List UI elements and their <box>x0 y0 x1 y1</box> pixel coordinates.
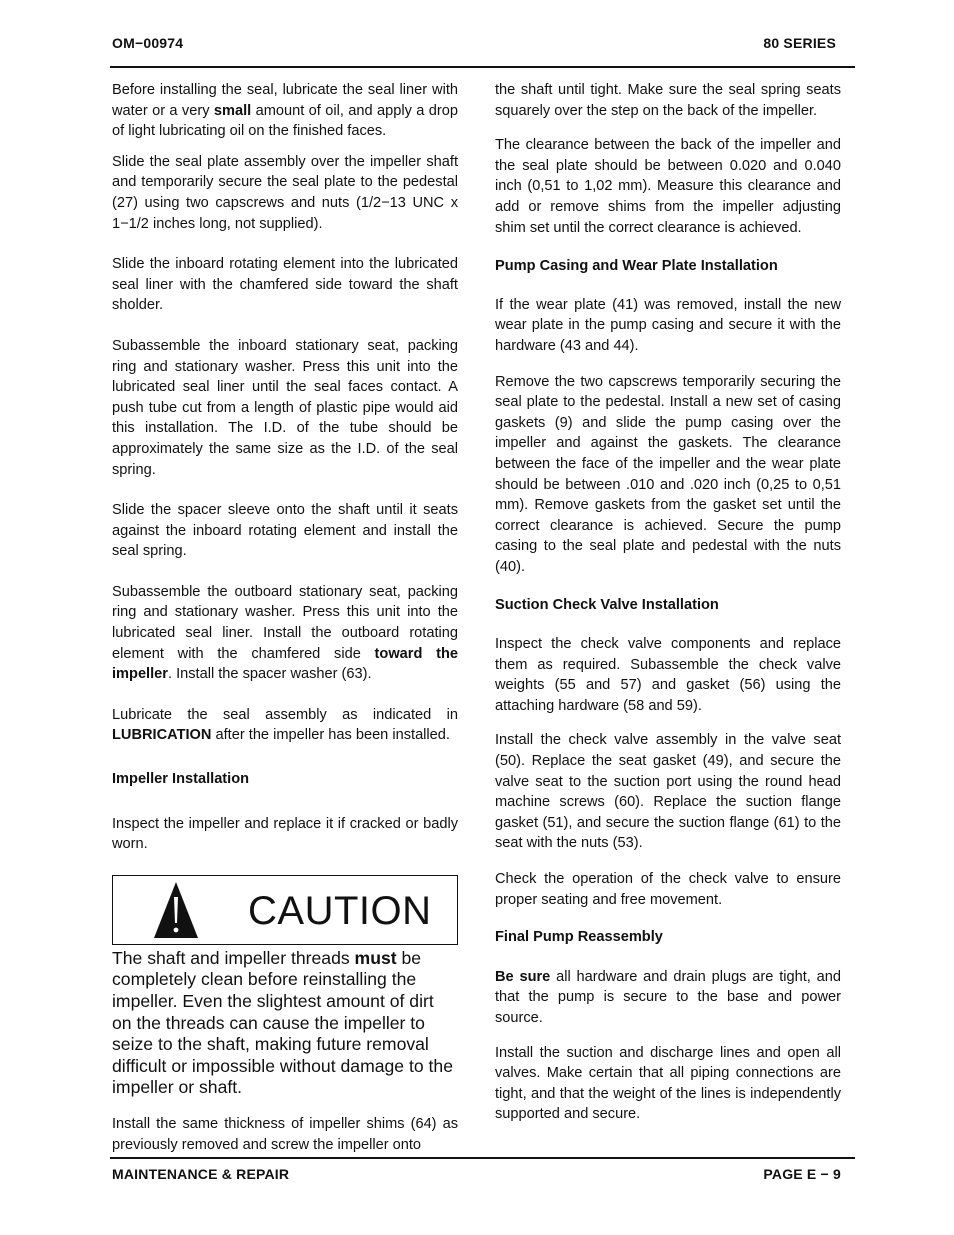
text: Before installing the seal, lubricate the seal liner with water or a very <box>112 82 458 119</box>
emphasis: Be sure <box>495 968 551 985</box>
paragraph: the shaft until tight. Make sure the seal spring seats squarely over the step on the back of the impeller. <box>495 82 841 119</box>
emphasis: must <box>354 947 397 968</box>
text: . Install the spacer washer (63). <box>167 666 372 683</box>
right-column <box>495 80 841 1125</box>
emphasis: small <box>213 102 252 119</box>
paragraph <box>495 927 841 948</box>
paragraph <box>112 582 458 685</box>
footer-section: MAINTENANCE & REPAIR <box>112 1166 290 1182</box>
paragraph <box>495 595 841 616</box>
caution-label: CAUTION <box>248 888 432 933</box>
paragraph <box>495 256 841 277</box>
paragraph: Install the suction and discharge lines and open all valves. Make certain that all piping connections are tight, and that the weight of the lines is independently supported and secure. <box>495 1044 841 1123</box>
paragraph: Install the same thickness of impeller shims (64) as previously removed and screw the impeller onto <box>112 1115 458 1153</box>
paragraph: Check the operation of the check valve to ensure proper seating and free movement. <box>495 871 841 908</box>
section-heading: Suction Check Valve Installation <box>495 597 719 614</box>
header-rule <box>110 66 855 68</box>
text: after the impeller has been installed. <box>211 727 450 744</box>
paragraph <box>112 80 458 142</box>
paragraph: Inspect the impeller and replace it if cracked or badly worn. <box>112 815 458 853</box>
text: amount of oil, and apply a drop of light lubricating oil on the finished faces. <box>112 102 458 140</box>
warning-triangle-icon <box>153 881 199 939</box>
paragraph: Install the check valve assembly in the valve seat (50). Replace the seat gasket (49), and secure the valve seat to the suction port using the round head machine screws (60). Replace the suction flange gasket (51), and secure the suction flange (61) to the seat with the nuts (53). <box>495 732 841 852</box>
emphasis: toward the impeller <box>112 645 459 683</box>
paragraph <box>112 705 458 746</box>
text: The shaft and impeller threads <box>112 947 355 968</box>
paragraph: Slide the seal plate assembly over the impeller shaft and temporarily secure the seal plate to the pedestal (27) using two capscrews and nuts (1/2−13 UNC x 1−1/2 inches long, not supplied). <box>112 153 458 232</box>
series-title: 80 SERIES <box>763 35 836 51</box>
paragraph: If the wear plate (41) was removed, install the new wear plate in the pump casing and secure it with the hardware (43 and 44). <box>495 296 841 354</box>
text: Subassemble the outboard stationary seat, packing ring and stationary washer. Press this unit into the lubricated seal liner. Install the outboard rotating element with the chamfered side <box>112 583 458 662</box>
text: Lubricate the seal assembly as indicated in <box>112 706 458 723</box>
caution-box <box>112 875 458 945</box>
paragraph: Subassemble the inboard stationary seat, packing ring and stationary washer. Press this unit into the lubricated seal liner until the seal faces contact. A push tube cut from a length of plastic pipe would aid this installation. The I.D. of the tube should be approximately the same size as the I.D. of the seal spring. <box>112 337 458 478</box>
doc-id: OM−00974 <box>112 35 184 51</box>
paragraph: Slide the spacer sleeve onto the shaft until it seats against the inboard rotating element and install the seal spring. <box>112 502 458 560</box>
section-heading: Impeller Installation <box>112 771 250 788</box>
caution-text <box>112 948 458 1099</box>
footer-rule <box>110 1157 855 1159</box>
text: be completely clean before reinstalling the impeller. Even the slightest amount of dirt on the threads can cause the impeller to seize to the shaft, making future removal difficult or impossible without damage to the impeller or shaft. <box>112 947 453 1098</box>
paragraph: Slide the inboard rotating element into the lubricated seal liner with the chamfered side toward the shaft sholder. <box>112 256 458 314</box>
section-heading: Final Pump Reassembly <box>495 929 663 946</box>
paragraph: Inspect the check valve components and replace them as required. Subassemble the check valve weights (55 and 57) and gasket (56) using the attaching hardware (58 and 59). <box>495 636 841 714</box>
paragraph: The clearance between the back of the impeller and the seal plate should be between 0.020 and 0.040 inch (0,51 to 1,02 mm). Measure this clearance and add or remove shims from the impeller adjusting shim set until the correct clearance is achieved. <box>495 137 841 236</box>
text: all hardware and drain plugs are tight, and that the pump is secure to the base and power source. <box>495 968 841 1026</box>
left-column <box>112 80 458 1155</box>
section-heading: Pump Casing and Wear Plate Installation <box>495 258 778 275</box>
paragraph <box>495 967 841 1029</box>
page-number: PAGE E − 9 <box>763 1166 841 1182</box>
emphasis: LUBRICATION <box>112 727 212 744</box>
paragraph: Remove the two capscrews temporarily securing the seal plate to the pedestal. Install a new set of casing gaskets (9) and slide the pump casing over the impeller and against the gaskets. The clearance between the face of the impeller and the wear plate should be between .010 and .020 inch (0,25 to 0,51 mm). Remove gaskets from the gasket set until the correct clearance is achieved. Secure the pump casing to the seal plate and pedestal with the nuts (40). <box>495 373 841 575</box>
